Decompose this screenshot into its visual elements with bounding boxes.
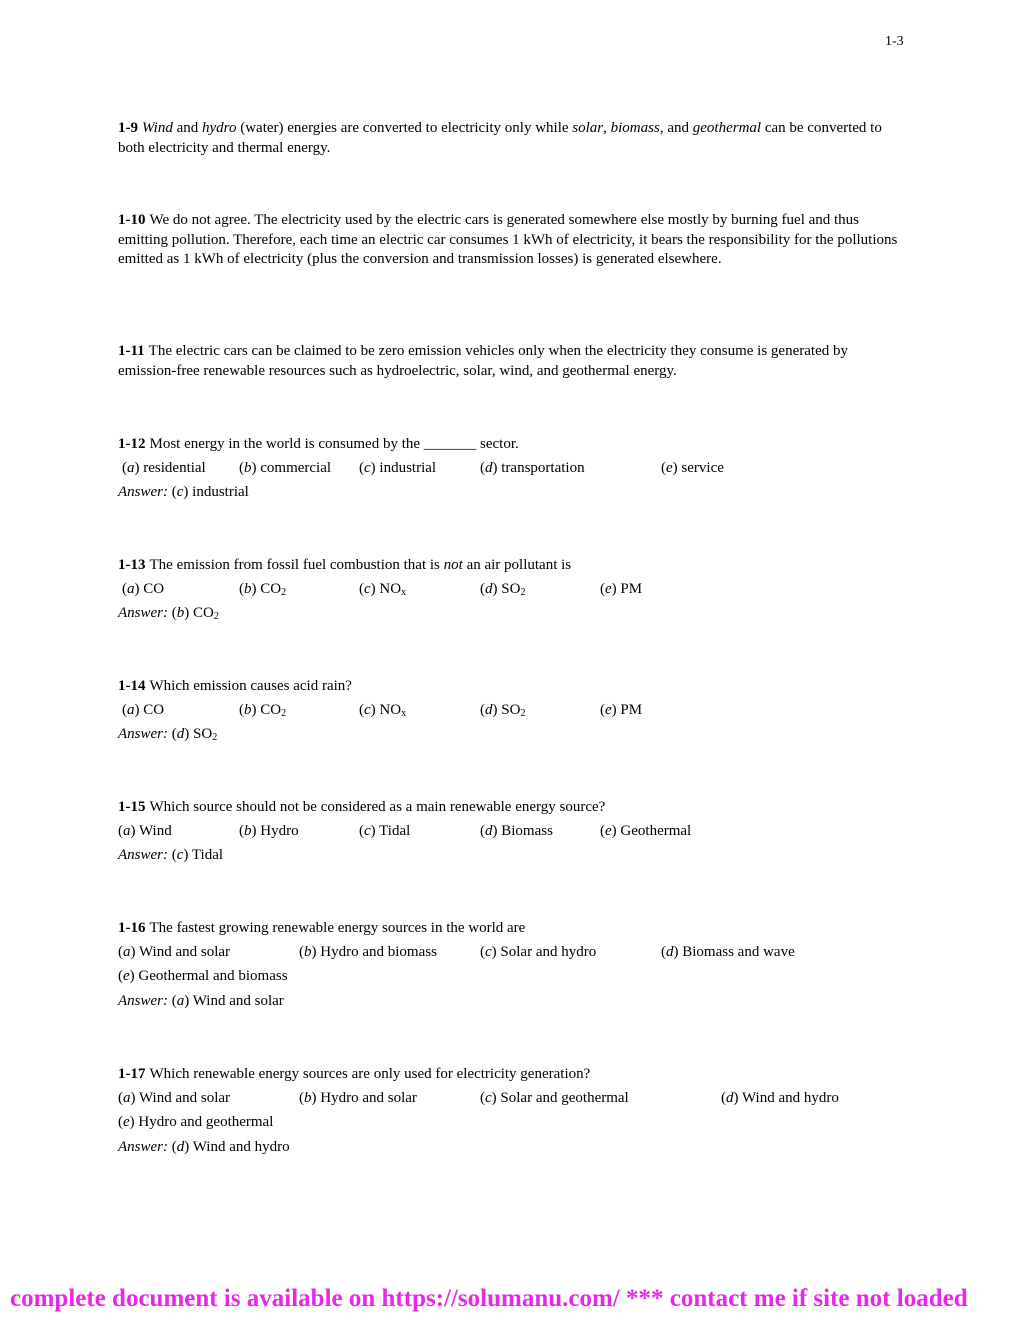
question-number: 1-12 — [118, 436, 146, 452]
text-fragment: b — [244, 581, 252, 597]
term-solar: solar — [572, 120, 604, 136]
question-number: 1-11 — [118, 343, 145, 359]
emphasis-not: not — [443, 557, 463, 573]
options-1-13 — [118, 579, 918, 599]
text-fragment: c — [485, 1090, 492, 1106]
text-segment: , — [603, 120, 611, 136]
text-fragment: x — [401, 708, 407, 719]
answer-letter: c — [176, 847, 184, 863]
option-c: (c) industrial — [359, 460, 437, 476]
question-1-16 — [118, 918, 525, 938]
text-fragment: 2 — [281, 708, 287, 719]
text-fragment: PM — [620, 702, 643, 718]
text-fragment: Geothermal — [620, 823, 692, 839]
answer-label: Answer: — [118, 1139, 168, 1155]
text-fragment: Solar and geothermal — [500, 1090, 629, 1106]
option-a: (a) Wind and solar — [118, 944, 231, 960]
text-fragment: e — [666, 460, 673, 476]
question-1-13 — [118, 555, 571, 575]
question-1-12 — [118, 434, 519, 454]
option-a: (a) CO — [122, 702, 165, 718]
options-1-17 — [118, 1088, 918, 1108]
text-fragment: d — [485, 702, 493, 718]
text-fragment: Biomass — [501, 823, 553, 839]
question-number: 1-15 — [118, 799, 146, 815]
question-text: Which emission causes acid rain? — [149, 678, 352, 694]
text-fragment: Hydro and geothermal — [138, 1114, 274, 1130]
answer-letter: b — [176, 605, 185, 621]
option-d: (d) Biomass — [480, 823, 553, 839]
text-fragment: b — [304, 944, 312, 960]
text-fragment: Hydro and solar — [320, 1090, 417, 1106]
question-1-15 — [118, 797, 605, 817]
text-fragment: e — [605, 823, 612, 839]
option-b: (b) Hydro and solar — [299, 1090, 417, 1106]
option-a: (a) Wind and solar — [118, 1090, 231, 1106]
question-number: 1-13 — [118, 557, 146, 573]
text-fragment: service — [681, 460, 724, 476]
options-1-12 — [118, 458, 918, 478]
text-fragment: CO — [143, 702, 165, 718]
answer-label: Answer: — [118, 484, 168, 500]
text-fragment: The emission from fossil fuel combustion that is — [149, 557, 444, 573]
question-text: Which source should not be considered as a main renewable energy source? — [149, 799, 606, 815]
text-fragment: a — [123, 1090, 131, 1106]
answer-1-13: Answer: (b) $CO_2$ — [118, 605, 219, 622]
option-c: (c) Tidal — [359, 823, 411, 839]
answer-text: Tidal — [191, 847, 224, 863]
text-fragment: an air pollutant is — [462, 557, 572, 573]
option-e: (e) PM — [600, 581, 643, 597]
option-e: (e) Geothermal — [600, 823, 692, 839]
text-fragment: a — [127, 581, 135, 597]
option-d: (d) transportation — [480, 460, 585, 476]
text-fragment: d — [485, 823, 493, 839]
text-fragment: e — [605, 702, 612, 718]
text-fragment: a — [127, 460, 135, 476]
option-c: (c) Solar and geothermal — [480, 1090, 629, 1106]
question-1-10 — [118, 211, 898, 270]
option-b: (b) $CO_2$ — [239, 581, 287, 598]
text-fragment: SO — [501, 702, 521, 718]
text-fragment: commercial — [260, 460, 332, 476]
term-hydro: hydro — [202, 120, 237, 136]
answer-1-16: Answer: (a) Wind and solar — [118, 993, 284, 1009]
option-a: (a) Wind — [118, 823, 172, 839]
answer-text: Wind and hydro — [192, 1139, 290, 1155]
option-c: (c) $NO_x$ — [359, 581, 407, 598]
options-1-16-row2 — [118, 966, 288, 986]
text-segment: (water) energies are converted to electricity only while — [236, 120, 573, 136]
option-d: (d) Wind and hydro — [721, 1090, 839, 1106]
answer-letter: a — [176, 993, 185, 1009]
option-e: (e) Geothermal and biomass — [118, 968, 288, 984]
text-fragment: c — [364, 823, 371, 839]
text-segment: and — [172, 120, 203, 136]
option-d: (d) $SO_2$ — [480, 581, 526, 598]
term-geothermal: geothermal — [692, 120, 762, 136]
text-segment: , and — [659, 120, 693, 136]
answer-text: SO — [193, 726, 213, 742]
answer-label: Answer: — [118, 993, 168, 1009]
text-fragment: 2 — [212, 732, 218, 743]
question-1-9 — [118, 119, 898, 158]
answer-1-14: Answer: (d) $SO_2$ — [118, 726, 218, 743]
answer-label: Answer: — [118, 847, 168, 863]
text-fragment: b — [244, 702, 252, 718]
text-fragment: 2 — [213, 611, 219, 622]
text-fragment: a — [123, 944, 131, 960]
answer-text: industrial — [192, 484, 249, 500]
text-fragment: d — [666, 944, 674, 960]
watermark-banner: complete document is available on https://solumanu.com/ *** contact me if site not loaded — [10, 1285, 968, 1312]
text-fragment: residential — [143, 460, 206, 476]
answer-paragraph: The electric cars can be claimed to be zero emission vehicles only when the electricity they consume is generated by emission-free renewable resources such as hydroelectric, solar, wind, and geothermal energy. — [118, 343, 848, 379]
text-fragment: 2 — [281, 587, 287, 598]
question-number: 1-14 — [118, 678, 146, 694]
question-text: Which renewable energy sources are only used for electricity generation? — [149, 1066, 591, 1082]
text-fragment: CO — [260, 702, 282, 718]
text-fragment: Geothermal and biomass — [138, 968, 288, 984]
question-number: 1-10 — [118, 212, 146, 228]
question-number: 1-16 — [118, 920, 146, 936]
text-fragment: industrial — [379, 460, 437, 476]
text-fragment: b — [244, 460, 252, 476]
option-c: (c) $NO_x$ — [359, 702, 407, 719]
text-fragment: a — [123, 823, 131, 839]
text-fragment: CO — [260, 581, 282, 597]
text-fragment: CO — [143, 581, 165, 597]
option-c: (c) Solar and hydro — [480, 944, 597, 960]
option-d: (d) $SO_2$ — [480, 702, 526, 719]
term-biomass: biomass — [610, 120, 660, 136]
term-wind: Wind — [142, 120, 173, 136]
text-fragment: e — [605, 581, 612, 597]
option-b: (b) $CO_2$ — [239, 702, 287, 719]
text-fragment: Wind — [138, 823, 172, 839]
answer-letter: d — [176, 1139, 185, 1155]
text-fragment: e — [123, 968, 130, 984]
text-fragment: PM — [620, 581, 643, 597]
text-fragment: 2 — [520, 587, 526, 598]
answer-paragraph: We do not agree. The electricity used by the electric cars is generated somewhere else mostly by burning fuel and thus emitting pollution. Therefore, each time an electric car consumes 1 kWh of electricity, it bears the responsibility for the pollutions emitted as 1 kWh of electricity (plus the conversion and transmission losses) is generated elsewhere. — [118, 212, 898, 267]
option-b: (b) commercial — [239, 460, 332, 476]
text-fragment: c — [364, 581, 371, 597]
text-fragment: Wind and solar — [138, 1090, 231, 1106]
answer-1-15: Answer: (c) Tidal — [118, 847, 224, 863]
page-number: 1-3 — [885, 34, 904, 49]
option-e: (e) service — [661, 460, 724, 476]
text-fragment: Hydro — [260, 823, 299, 839]
answer-1-12: Answer: (c) industrial — [118, 484, 249, 500]
text-fragment: NO — [379, 702, 402, 718]
answer-label: Answer: — [118, 605, 168, 621]
text-fragment: b — [304, 1090, 312, 1106]
answer-1-17: Answer: (d) Wind and hydro — [118, 1139, 290, 1155]
text-fragment: e — [123, 1114, 130, 1130]
text-fragment: Solar and hydro — [500, 944, 597, 960]
question-text: Most energy in the world is consumed by the _______ sector. — [149, 436, 519, 452]
option-a: (a) CO — [122, 581, 165, 597]
answer-label: Answer: — [118, 726, 168, 742]
question-1-11 — [118, 342, 898, 381]
question-number: 1-17 — [118, 1066, 146, 1082]
text-fragment: Hydro and biomass — [320, 944, 437, 960]
answer-text: Wind and solar — [192, 993, 284, 1009]
option-a: (a) residential — [122, 460, 206, 476]
text-fragment: Biomass and wave — [682, 944, 795, 960]
option-e: (e) PM — [600, 702, 643, 718]
text-fragment: Tidal — [379, 823, 411, 839]
text-fragment: c — [364, 702, 371, 718]
text-fragment: 2 — [520, 708, 526, 719]
question-1-17 — [118, 1064, 590, 1084]
text-fragment: c — [485, 944, 492, 960]
text-fragment: Wind and solar — [138, 944, 231, 960]
answer-letter: c — [176, 484, 184, 500]
options-1-16 — [118, 942, 918, 962]
options-1-17-row2 — [118, 1112, 273, 1132]
question-1-14 — [118, 676, 352, 696]
option-b: (b) Hydro and biomass — [299, 944, 437, 960]
text-segment: can be converted to both electricity and thermal energy. — [118, 120, 882, 156]
question-number: 1-9 — [118, 120, 138, 136]
text-fragment: b — [244, 823, 252, 839]
option-b: (b) Hydro — [239, 823, 299, 839]
text-fragment: d — [485, 581, 493, 597]
options-1-15 — [118, 821, 918, 841]
question-text: The fastest growing renewable energy sources in the world are — [149, 920, 526, 936]
text-fragment: a — [127, 702, 135, 718]
text-fragment: d — [485, 460, 493, 476]
options-1-14 — [118, 700, 918, 720]
text-fragment: NO — [379, 581, 402, 597]
answer-letter: d — [176, 726, 185, 742]
text-fragment: transportation — [501, 460, 585, 476]
option-e: (e) Hydro and geothermal — [118, 1114, 274, 1130]
text-fragment: Wind and hydro — [741, 1090, 839, 1106]
text-fragment: x — [401, 587, 407, 598]
text-fragment: c — [364, 460, 371, 476]
text-fragment: d — [726, 1090, 734, 1106]
text-fragment: SO — [501, 581, 521, 597]
answer-text: CO — [193, 605, 214, 621]
option-d: (d) Biomass and wave — [661, 944, 795, 960]
